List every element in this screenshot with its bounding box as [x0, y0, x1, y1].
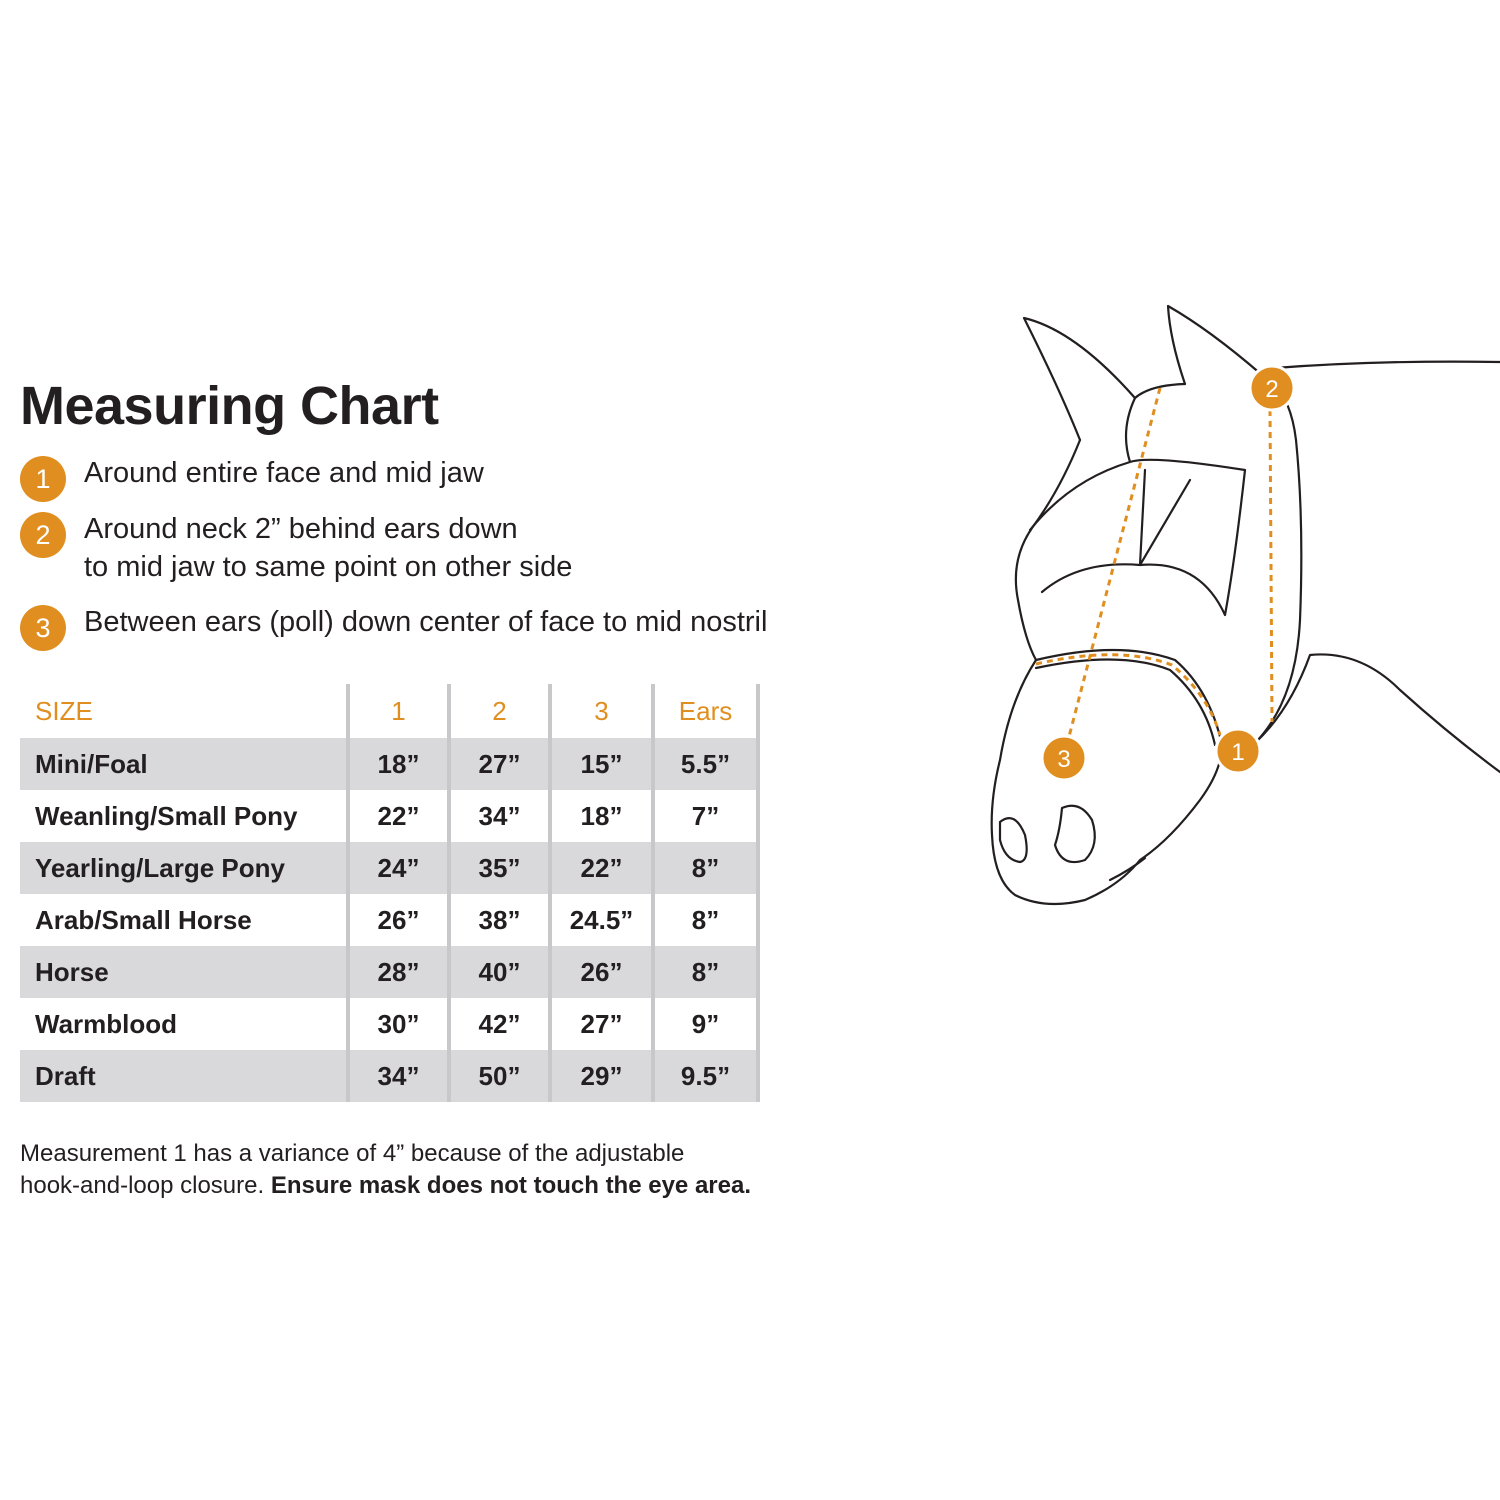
step-number-badge: 3	[20, 605, 66, 651]
table-row	[20, 842, 758, 894]
table-row	[20, 738, 758, 790]
step-line: Around neck 2” behind ears down	[84, 513, 518, 545]
marker-label: 2	[1265, 376, 1279, 403]
size-table	[20, 684, 760, 1102]
jaw-outline	[1256, 375, 1301, 742]
step-line: Around entire face and mid jaw	[84, 457, 484, 489]
ears-cell: 8”	[653, 946, 758, 998]
measure-line-2	[1270, 410, 1272, 722]
table-header-row	[20, 684, 758, 738]
step-number-badge: 1	[20, 456, 66, 502]
marker-2	[1250, 366, 1294, 410]
ears-cell: 5.5”	[653, 738, 758, 790]
step-3	[20, 603, 767, 651]
measurement-note	[20, 1138, 751, 1202]
measure-1-cell: 24”	[348, 842, 449, 894]
marker-1	[1216, 729, 1260, 773]
measure-1-cell: 28”	[348, 946, 449, 998]
measure-2-cell: 35”	[449, 842, 550, 894]
note-line-2	[20, 1170, 751, 1202]
column-header-measure-1: 1	[348, 684, 449, 738]
table-row	[20, 790, 758, 842]
ears-cell: 9”	[653, 998, 758, 1050]
size-name-cell: Mini/Foal	[20, 738, 348, 790]
note-warning: Ensure mask does not touch the eye area.	[270, 1172, 751, 1199]
horse-head-diagram	[980, 290, 1500, 910]
column-header-measure-3: 3	[550, 684, 653, 738]
measure-3-cell: 26”	[550, 946, 653, 998]
measure-3-cell: 15”	[550, 738, 653, 790]
measure-1-cell: 26”	[348, 894, 449, 946]
column-header-size: SIZE	[35, 695, 93, 726]
mouth-line	[1110, 858, 1145, 880]
measure-1-cell: 30”	[348, 998, 449, 1050]
measure-1-cell: 22”	[348, 790, 449, 842]
ears-cell: 7”	[653, 790, 758, 842]
ears-cell: 8”	[653, 894, 758, 946]
measure-2-cell: 38”	[449, 894, 550, 946]
size-name-cell: Weanling/Small Pony	[35, 800, 298, 831]
right-ear	[1168, 306, 1262, 384]
step-description	[84, 510, 572, 586]
step-line: to mid jaw to same point on other side	[84, 551, 573, 583]
measure-2-cell: 50”	[449, 1050, 550, 1102]
note-line-1: Measurement 1 has a variance of 4” because of the adjustable	[20, 1140, 685, 1167]
measure-3-cell: 29”	[550, 1050, 653, 1102]
nose-band	[1036, 650, 1222, 745]
neck-top-line	[1275, 362, 1500, 368]
ears-cell: 8”	[653, 842, 758, 894]
size-name-cell: Draft	[20, 1050, 348, 1102]
nostril-left	[1000, 818, 1027, 862]
nostril-right	[1055, 806, 1095, 862]
measure-2-cell: 34”	[449, 790, 550, 842]
step-line: Between ears (poll) down center of face to mid nostril	[84, 606, 768, 638]
table-row	[20, 946, 758, 998]
size-name-cell: Yearling/Large Pony	[20, 842, 348, 894]
step-description	[84, 603, 767, 641]
size-name-cell: Warmblood	[35, 1008, 178, 1039]
measure-3-cell: 22”	[550, 842, 653, 894]
measure-3-cell: 18”	[550, 790, 653, 842]
marker-3	[1042, 736, 1086, 780]
size-name-cell: Horse	[20, 946, 348, 998]
mask-seams	[1030, 384, 1245, 615]
measure-3-cell: 27”	[550, 998, 653, 1050]
page-title: Measuring Chart	[20, 376, 439, 436]
column-header-measure-2: 2	[449, 684, 550, 738]
marker-label: 1	[1231, 739, 1245, 766]
note-text: hook-and-loop closure.	[20, 1172, 271, 1199]
table-row	[20, 998, 758, 1050]
ears-cell: 9.5”	[653, 1050, 758, 1102]
measure-1-cell: 34”	[348, 1050, 449, 1102]
step-2	[20, 510, 572, 586]
column-header-ears: Ears	[653, 684, 758, 738]
size-name-cell: Arab/Small Horse	[35, 904, 252, 935]
marker-label: 3	[1057, 746, 1071, 773]
measure-2-cell: 40”	[449, 946, 550, 998]
table-row	[20, 1050, 758, 1102]
measure-2-cell: 27”	[449, 738, 550, 790]
measure-2-cell: 42”	[449, 998, 550, 1050]
measure-3-cell: 24.5”	[550, 894, 653, 946]
step-description	[84, 454, 484, 492]
step-number-badge: 2	[20, 512, 66, 558]
left-ear	[1024, 318, 1135, 440]
measure-1-cell: 18”	[348, 738, 449, 790]
step-1	[20, 454, 484, 502]
table-row	[20, 894, 758, 946]
